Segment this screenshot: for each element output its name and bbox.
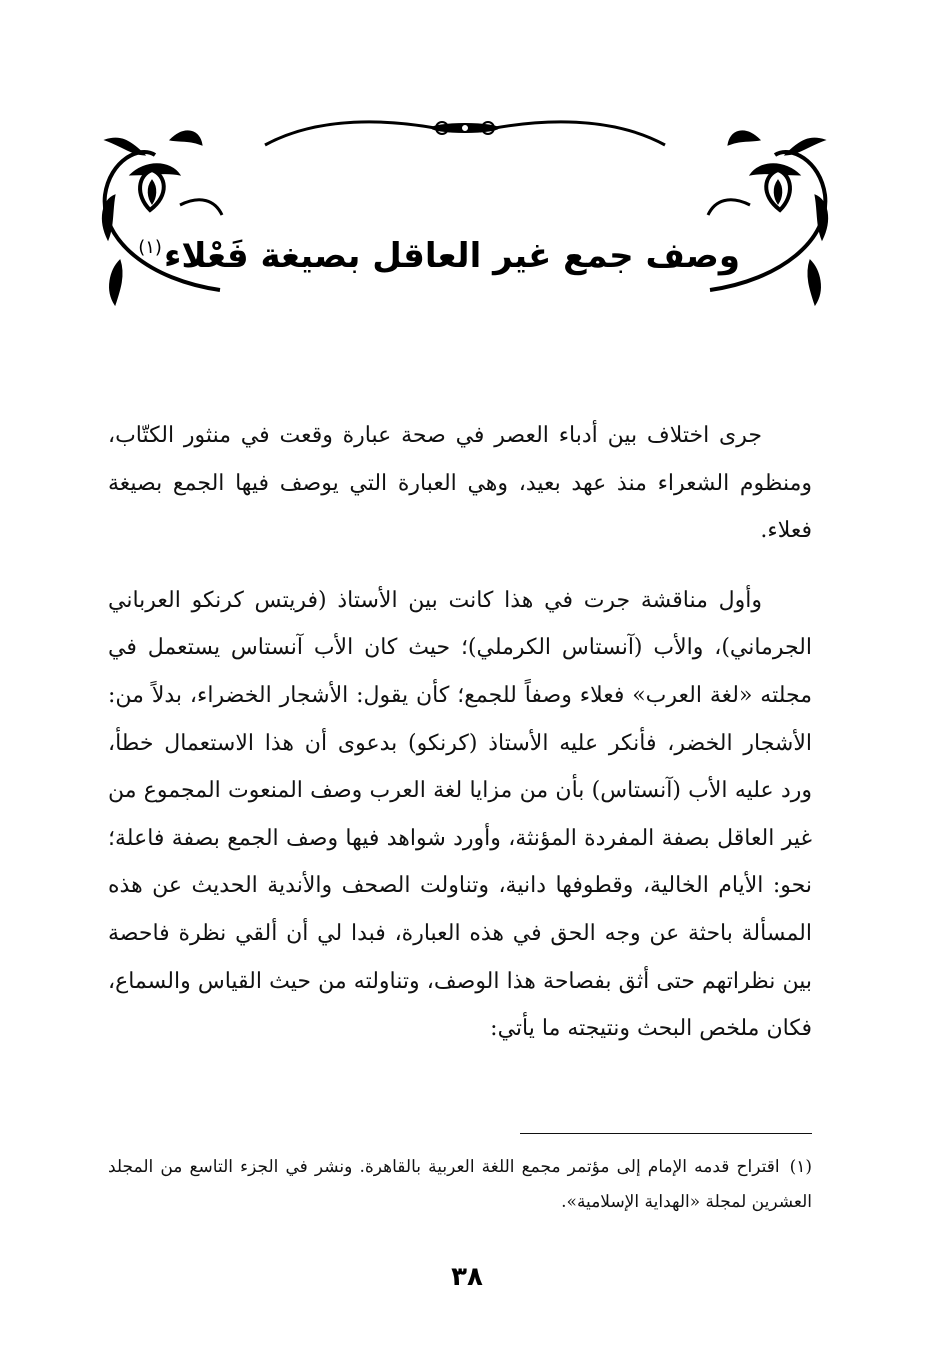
scroll-divider-icon: [431, 122, 499, 134]
paragraph: جرى اختلاف بين أدباء العصر في صحة عبارة وقعت في منثور الكتّاب، ومنظوم الشعراء منذ عهد بعيد، وهي العبارة التي يوصف فيها الجمع بصيغة فعلاء.: [108, 423, 812, 544]
body-text: [108, 412, 812, 1053]
page-number: ٣٨: [451, 1262, 483, 1292]
footnote-number: (١): [789, 1157, 812, 1177]
title-footnote-marker: (١): [138, 237, 162, 258]
footnote-divider: [520, 1133, 812, 1134]
left-floral-corner-icon: [102, 131, 222, 305]
chapter-title-text: وصف جمع غير العاقل بصيغة فَعْلاء: [163, 236, 740, 276]
chapter-title: [138, 236, 740, 276]
footnote: [108, 1150, 812, 1220]
header-ornament-icon: [90, 100, 840, 330]
paragraph: وأول مناقشة جرت في هذا كانت بين الأستاذ (فريتس كرنكو العرباني الجرماني)، والأب (آنستاس الكرملي)؛ حيث كان الأب آنستاس يستعمل في مجلته «لغة العرب» فعلاء وصفاً للجمع؛ كأن يقول: الأشجار الخضراء، بدلاً من: الأشجار الخضر، فأنكر عليه الأستاذ (كرنكو) بدعوى أن هذا الاستعمال خطأ، ورد عليه الأب (آنستاس) بأن من مزايا لغة العرب وصف المنعوت المجموع من غير العاقل بصفة المفردة المؤنثة، وأورد شواهد فيها وصف الجمع بصفة فاعلة؛ نحو: الأيام الخالية، وقطوفها دانية، وتناولت الصحف والأندية الحديث عن هذه المسألة باحثة عن وجه الحق في هذه العبارة، فبدا لي أن ألقي نظرة فاحصة بين نظراتهم حتى أثق بفصاحة هذا الوصف، وتناولته من حيث القياس والسماع، فكان ملخص البحث ونتيجته ما يأتي:: [108, 587, 812, 1042]
footnote-text: اقتراح قدمه الإمام إلى مؤتمر مجمع اللغة العربية بالقاهرة. ونشر في الجزء التاسع من المجلد العشرين لمجلة «الهداية الإسلامية».: [108, 1157, 812, 1212]
right-floral-corner-icon: [708, 131, 828, 305]
